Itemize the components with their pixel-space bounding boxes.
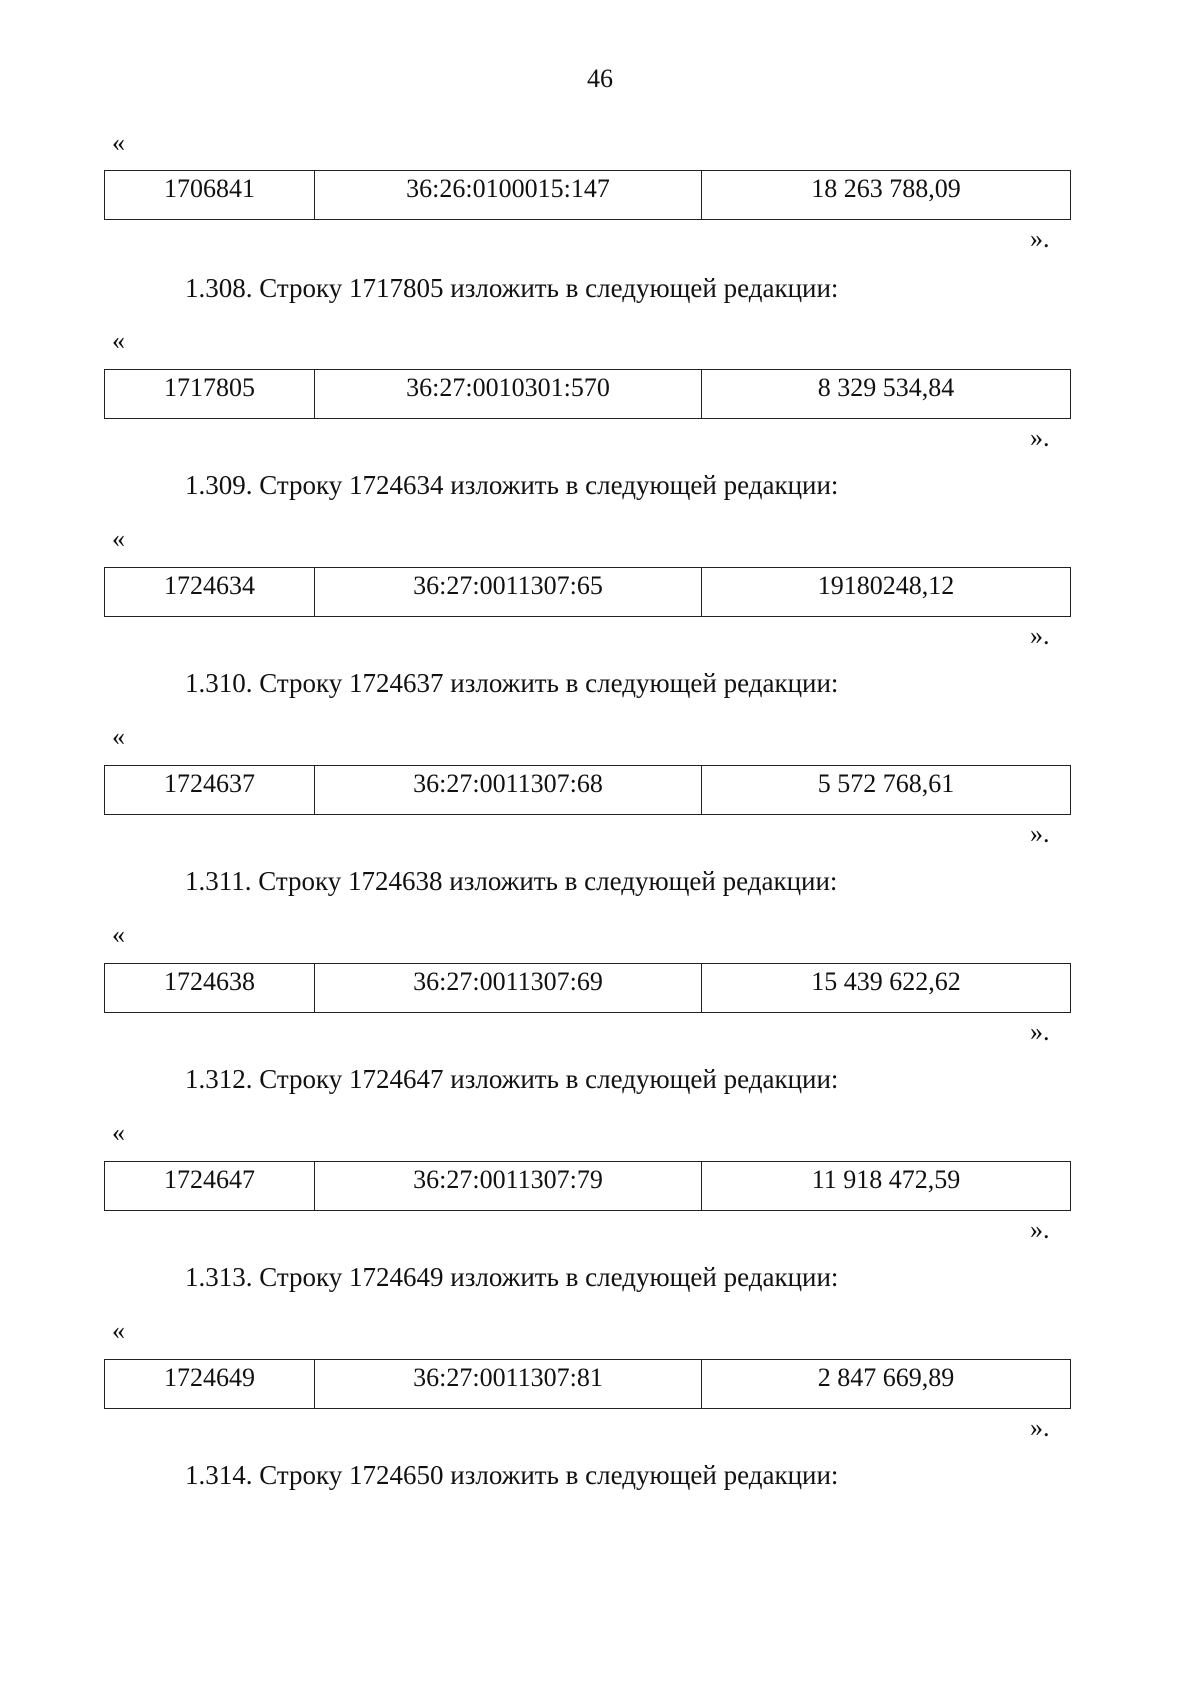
table-row bbox=[105, 1162, 1071, 1211]
instruction-text: 1.309. Строку 1724634 изложить в следующей редакции: bbox=[185, 470, 839, 500]
open-quote: « bbox=[112, 128, 125, 157]
row-number-cell: 1724634 bbox=[105, 568, 315, 617]
value-cell: 19180248,12 bbox=[702, 568, 1071, 617]
row-number-cell: 1724649 bbox=[105, 1360, 315, 1409]
close-quote: ». bbox=[1030, 1017, 1050, 1046]
instruction-text: 1.313. Строку 1724649 изложить в следующей редакции: bbox=[185, 1262, 839, 1292]
close-quote: ». bbox=[1030, 224, 1050, 253]
cadastral-number-cell: 36:27:0011307:81 bbox=[315, 1360, 702, 1409]
open-quote: « bbox=[112, 326, 125, 355]
table-row bbox=[105, 766, 1071, 815]
instruction-text: 1.308. Строку 1717805 изложить в следующей редакции: bbox=[185, 273, 839, 303]
data-table bbox=[104, 1359, 1071, 1409]
close-quote: ». bbox=[1030, 621, 1050, 650]
cadastral-number-cell: 36:27:0011307:69 bbox=[315, 964, 702, 1013]
row-number-cell: 1706841 bbox=[105, 171, 315, 220]
table-row bbox=[105, 568, 1071, 617]
instruction-text: 1.310. Строку 1724637 изложить в следующей редакции: bbox=[185, 668, 839, 698]
open-quote: « bbox=[112, 1118, 125, 1147]
instruction-text: 1.311. Строку 1724638 изложить в следующей редакции: bbox=[185, 866, 838, 896]
row-number-cell: 1724637 bbox=[105, 766, 315, 815]
value-cell: 8 329 534,84 bbox=[702, 370, 1071, 419]
open-quote: « bbox=[112, 524, 125, 553]
value-cell: 18 263 788,09 bbox=[702, 171, 1071, 220]
instruction-text: 1.312. Строку 1724647 изложить в следующей редакции: bbox=[185, 1064, 839, 1094]
row-number-cell: 1724638 bbox=[105, 964, 315, 1013]
data-table bbox=[104, 765, 1071, 815]
instruction-text: 1.314. Строку 1724650 изложить в следующей редакции: bbox=[185, 1460, 839, 1490]
open-quote: « bbox=[112, 920, 125, 949]
data-table bbox=[104, 963, 1071, 1013]
row-number-cell: 1717805 bbox=[105, 370, 315, 419]
open-quote: « bbox=[112, 1316, 125, 1345]
close-quote: ». bbox=[1030, 819, 1050, 848]
close-quote: ». bbox=[1030, 1413, 1050, 1442]
data-table bbox=[104, 567, 1071, 617]
cadastral-number-cell: 36:27:0011307:65 bbox=[315, 568, 702, 617]
value-cell: 5 572 768,61 bbox=[702, 766, 1071, 815]
close-quote: ». bbox=[1030, 423, 1050, 452]
table-row bbox=[105, 1360, 1071, 1409]
cadastral-number-cell: 36:27:0011307:79 bbox=[315, 1162, 702, 1211]
data-table bbox=[104, 369, 1071, 419]
value-cell: 2 847 669,89 bbox=[702, 1360, 1071, 1409]
table-row bbox=[105, 964, 1071, 1013]
data-table bbox=[104, 170, 1071, 220]
row-number-cell: 1724647 bbox=[105, 1162, 315, 1211]
close-quote: ». bbox=[1030, 1215, 1050, 1244]
cadastral-number-cell: 36:27:0010301:570 bbox=[315, 370, 702, 419]
table-row bbox=[105, 370, 1071, 419]
cadastral-number-cell: 36:26:0100015:147 bbox=[315, 171, 702, 220]
table-row bbox=[105, 171, 1071, 220]
data-table bbox=[104, 1161, 1071, 1211]
open-quote: « bbox=[112, 722, 125, 751]
page-number: 46 bbox=[587, 64, 613, 93]
value-cell: 11 918 472,59 bbox=[702, 1162, 1071, 1211]
cadastral-number-cell: 36:27:0011307:68 bbox=[315, 766, 702, 815]
value-cell: 15 439 622,62 bbox=[702, 964, 1071, 1013]
